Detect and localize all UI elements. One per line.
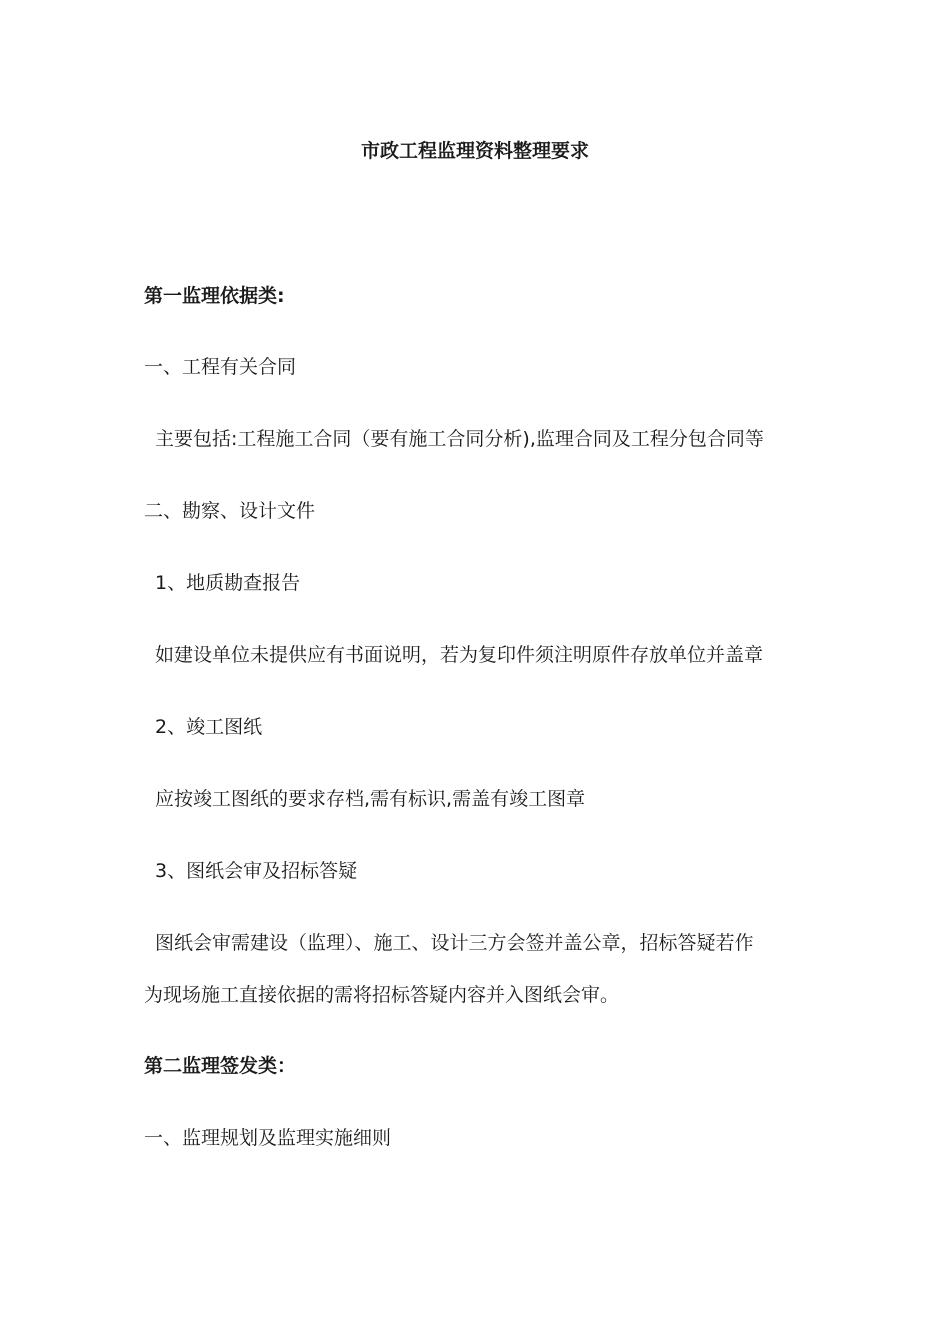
paragraph: 如建设单位未提供应有书面说明，若为复印件须注明原件存放单位并盖章 bbox=[155, 644, 764, 666]
paragraph-continuation: 为现场施工直接依据的需将招标答疑内容并入图纸会审。 bbox=[144, 984, 620, 1006]
paragraph: 主要包括:工程施工合同（要有施工合同分析),监理合同及工程分包合同等 bbox=[155, 428, 764, 450]
document-title: 市政工程监理资料整理要求 bbox=[360, 140, 589, 162]
item-heading: 二、勘察、设计文件 bbox=[144, 500, 316, 522]
sub-item-heading: 3、图纸会审及招标答疑 bbox=[155, 860, 358, 882]
item-heading: 一、监理规划及监理实施细则 bbox=[144, 1127, 392, 1149]
item-heading: 一、工程有关合同 bbox=[144, 356, 297, 378]
paragraph: 图纸会审需建设（监理）、施工、设计三方会签并盖公章，招标答疑若作 bbox=[155, 932, 754, 954]
sub-item-heading: 2、竣工图纸 bbox=[155, 716, 263, 738]
paragraph: 应按竣工图纸的要求存档,需有标识,需盖有竣工图章 bbox=[155, 788, 586, 810]
sub-item-heading: 1、地质勘查报告 bbox=[155, 572, 301, 594]
section-heading-2: 第二监理签发类： bbox=[144, 1055, 297, 1077]
section-heading-1: 第一监理依据类: bbox=[144, 285, 285, 307]
